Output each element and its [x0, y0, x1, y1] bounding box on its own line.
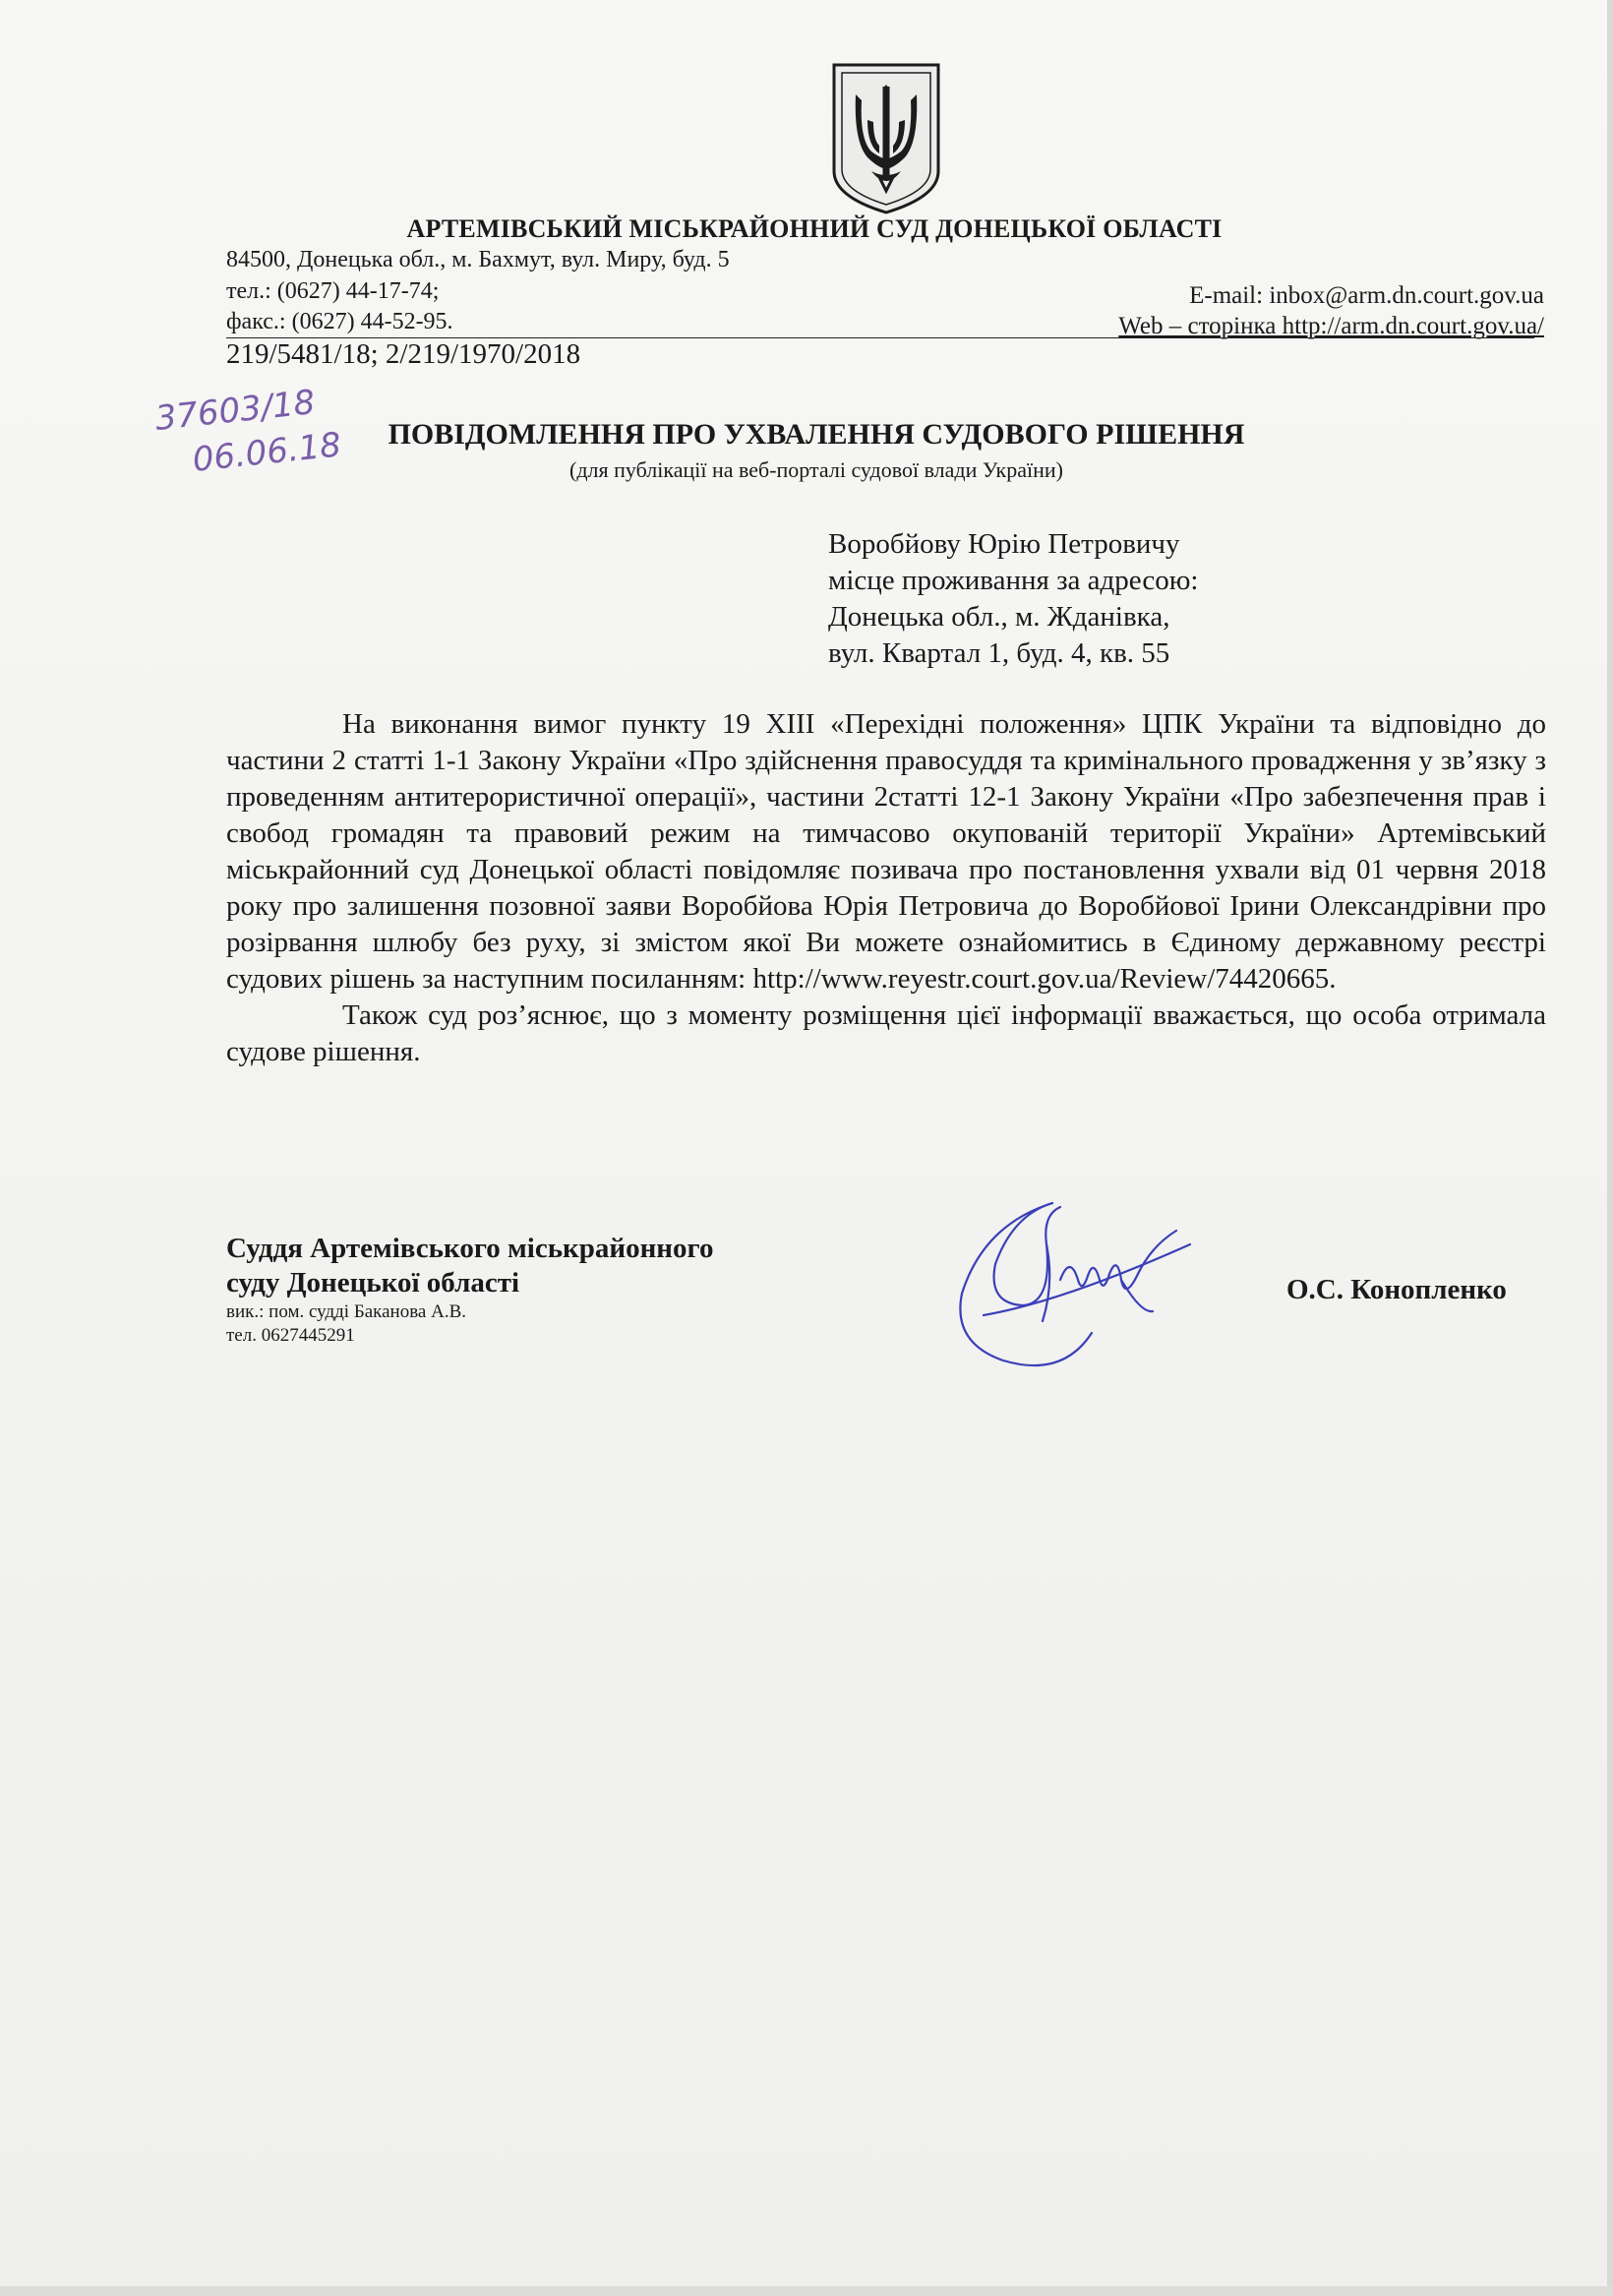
court-address: 84500, Донецька обл., м. Бахмут, вул. Миру, буд. 5	[226, 247, 730, 272]
executor-name: вик.: пом. судді Баканова А.В.	[226, 1301, 467, 1322]
handwritten-reg-number: 37603/18	[152, 383, 318, 439]
recipient-block	[828, 526, 1198, 672]
page-edge	[1607, 0, 1613, 2296]
court-website: Web – сторінка http://arm.dn.court.gov.ua/	[1118, 313, 1544, 339]
signature-block	[226, 1232, 713, 1348]
notice-body	[226, 706, 1546, 1070]
page-edge	[0, 2286, 1613, 2296]
court-phone: тел.: (0627) 44-17-74;	[226, 278, 440, 304]
recipient-address-label: місце проживання за адресою:	[828, 565, 1199, 596]
body-paragraph: Також суд роз’яснює, що з моменту розміщення цієї інформації вважається, що особа отримала судове рішення.	[226, 999, 1546, 1067]
document-subtitle: (для публікації на веб-порталі судової влади України)	[569, 457, 1063, 482]
document-title: ПОВІДОМЛЕННЯ ПРО УХВАЛЕННЯ СУДОВОГО РІШЕННЯ	[388, 418, 1245, 451]
recipient-address-line: Донецька обл., м. Жданівка,	[828, 601, 1170, 633]
executor-phone: тел. 0627445291	[226, 1325, 355, 1346]
judge-position: суду Донецької області	[226, 1267, 520, 1299]
registry-link[interactable]: http://www.reyestr.court.gov.ua/Review/74420665.	[752, 963, 1337, 995]
court-email: E-mail: inbox@arm.dn.court.gov.ua	[1189, 282, 1544, 309]
recipient-address-line: вул. Квартал 1, буд. 4, кв. 55	[828, 637, 1170, 669]
case-numbers: 219/5481/18; 2/219/1970/2018	[226, 338, 581, 370]
coat-of-arms-icon	[828, 61, 944, 216]
body-paragraph-text: На виконання вимог пункту 19 ХІІІ «Перехідні положення» ЦПК України та відповідно до частини 2 статті 1-1 Закону України «Про здійснення правосуддя та кримінального провадження у зв’язку з проведенням антитерористичної операції», частини 2статті 12-1 Закону України «Про забезпечення прав і свобод громадян та правовий режим на тимчасово окупованій території України» Артемівський міськрайонний суд Донецької області повідомляє позивача про постановлення ухвали від 01 червня 2018 року про залишення позовної заяви Воробйова Юрія Петровича до Воробйової Ірини Олександрівни про розірвання шлюбу без руху, зі змістом якої Ви можете ознайомитись в Єдиному державному реєстрі судових рішень за наступним посиланням:	[226, 708, 1546, 995]
court-fax: факс.: (0627) 44-52-95.	[226, 309, 453, 334]
judge-position: Суддя Артемівського міськрайонного	[226, 1233, 714, 1264]
court-name: АРТЕМІВСЬКИЙ МІСЬКРАЙОННИЙ СУД ДОНЕЦЬКОЇ ОБЛАСТІ	[406, 214, 1223, 243]
body-paragraph	[226, 706, 1546, 997]
judge-name: О.С. Конопленко	[1286, 1274, 1507, 1305]
handwritten-signature-icon	[944, 1185, 1210, 1382]
handwritten-reg-date: 06.06.18	[190, 425, 343, 480]
recipient-name: Воробйову Юрію Петровичу	[828, 528, 1180, 560]
